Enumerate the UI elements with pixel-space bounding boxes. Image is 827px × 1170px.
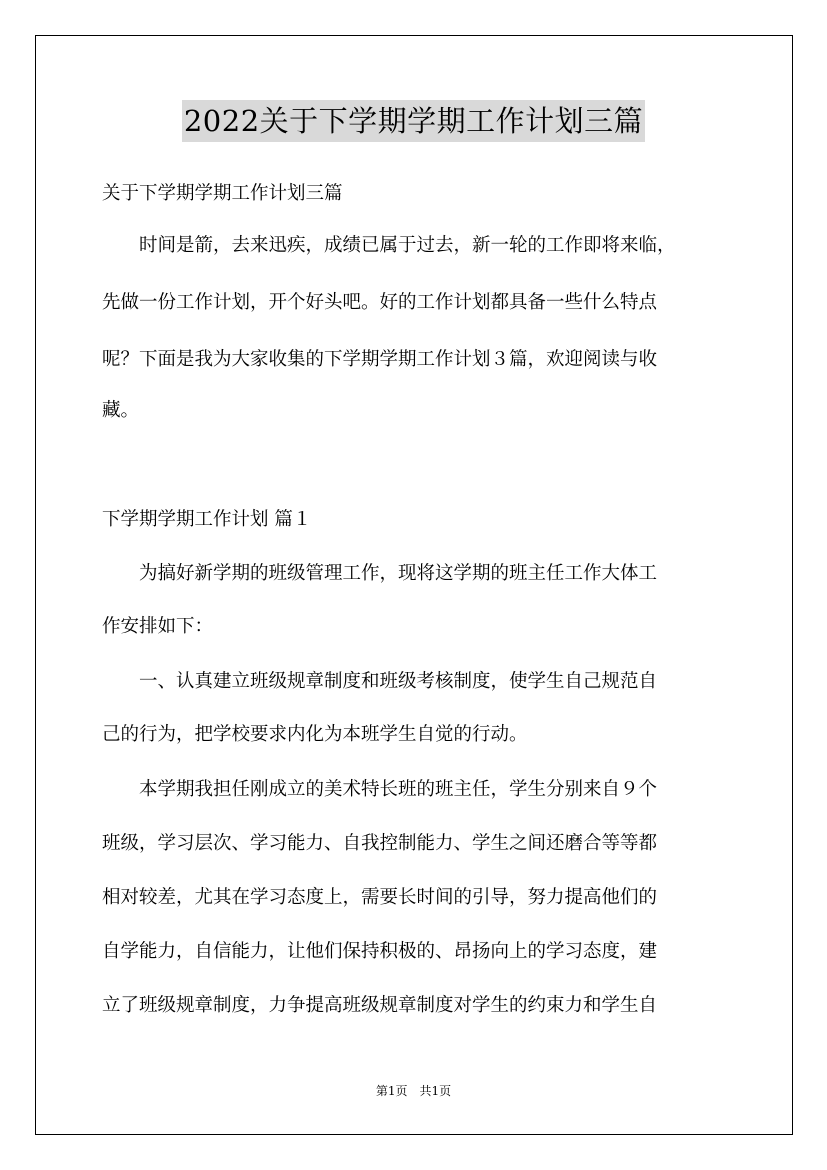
title-container: [0, 100, 827, 142]
paragraph-line: 己的行为，把学校要求内化为本班学生自觉的行动。: [102, 724, 528, 745]
intro-line: 先做一份工作计划，开个好头吧。好的工作计划都具备一些什么特点: [102, 292, 658, 313]
paragraph-line: 本学期我担任刚成立的美术特长班的班主任，学生分别来自９个: [102, 779, 658, 800]
paragraph-line: 自学能力，自信能力，让他们保持积极的、昂扬向上的学习态度，建: [102, 941, 658, 962]
paragraph-line: 班级，学习层次、学习能力、自我控制能力、学生之间还磨合等等都: [102, 833, 658, 854]
page-footer: 第1页 共1页: [375, 1084, 452, 1098]
paragraph-line: 作安排如下：: [102, 616, 214, 637]
intro-line: 时间是箭，去来迅疾，成绩已属于过去，新一轮的工作即将来临，: [102, 235, 676, 256]
document-subtitle: 关于下学期学期工作计划三篇: [102, 183, 343, 204]
paragraph-line: 相对较差，尤其在学习态度上，需要长时间的引导，努力提高他们的: [102, 887, 658, 908]
intro-line: 呢？下面是我为大家收集的下学期学期工作计划３篇，欢迎阅读与收: [102, 349, 658, 370]
intro-line: 藏。: [102, 400, 140, 421]
document-title: 2022关于下学期学期工作计划三篇: [182, 100, 645, 142]
paragraph-line: 为搞好新学期的班级管理工作，现将这学期的班主任工作大体工: [102, 563, 658, 584]
section-heading: 下学期学期工作计划 篇１: [102, 509, 312, 530]
paragraph-line: 一、认真建立班级规章制度和班级考核制度，使学生自己规范自: [102, 671, 658, 692]
paragraph-line: 立了班级规章制度，力争提高班级规章制度对学生的约束力和学生自: [102, 995, 658, 1016]
